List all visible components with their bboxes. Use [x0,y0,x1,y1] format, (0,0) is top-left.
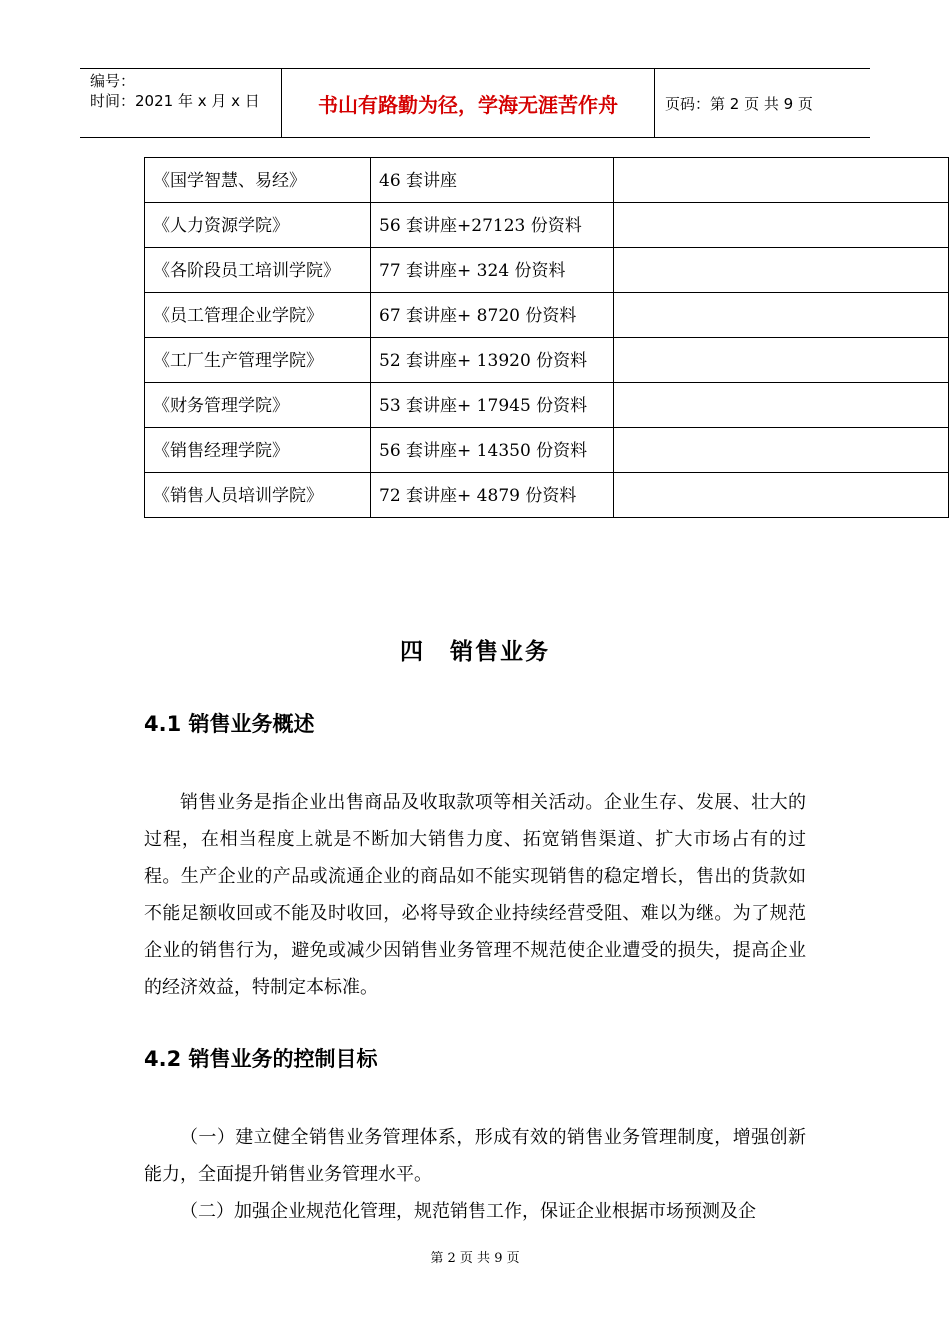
course-note [614,473,949,518]
header-page-info: 页码：第 2 页 共 9 页 [665,94,813,113]
objective-item-1: （一）建立健全销售业务管理体系，形成有效的销售业务管理制度，增强创新能力，全面提升销售业务管理水平。 [144,1127,806,1185]
table-row [145,203,949,248]
course-content: 77 套讲座+ 324 份资料 [371,248,614,293]
overview-paragraph: 销售业务是指企业出售商品及收取款项等相关活动。企业生存、发展、壮大的过程，在相当程度上就是不断加大销售力度、拓宽销售渠道、扩大市场占有的过程。生产企业的产品或流通企业的商品如不能实现销售的稳定增长，售出的货款如不能足额收回或不能及时收回，必将导致企业持续经营受阻、难以为继。为了规范企业的销售行为，避免或减少因销售业务管理不规范使企业遭受的损失，提高企业的经济效益，特制定本标准。 [144,792,806,998]
course-name: 《国学智慧、易经》 [145,158,371,203]
table-row [145,338,949,383]
objective-item-2: （二）加强企业规范化管理，规范销售工作，保证企业根据市场预测及企 [180,1201,756,1222]
course-note [614,158,949,203]
doc-date: 时间：2021 年 x 月 x 日 [90,92,260,110]
table-row [145,428,949,473]
course-name: 《工厂生产管理学院》 [145,338,371,383]
table-row [145,248,949,293]
table-row [145,473,949,518]
course-content: 46 套讲座 [371,158,614,203]
doc-number-label: 编号： [90,72,136,90]
table-row [145,158,949,203]
course-note [614,248,949,293]
course-name: 《各阶段员工培训学院》 [145,248,371,293]
course-content: 72 套讲座+ 4879 份资料 [371,473,614,518]
course-content: 56 套讲座+ 14350 份资料 [371,428,614,473]
course-name: 《销售经理学院》 [145,428,371,473]
subsection-heading-4-1: 4.1 销售业务概述 [144,712,315,736]
subsection-heading-4-2: 4.2 销售业务的控制目标 [144,1047,378,1071]
course-note [614,293,949,338]
page-footer: 第 2 页 共 9 页 [430,1251,520,1266]
course-name: 《财务管理学院》 [145,383,371,428]
course-name: 《人力资源学院》 [145,203,371,248]
course-name: 《销售人员培训学院》 [145,473,371,518]
section-title: 四 销售业务 [400,639,550,665]
table-row [145,293,949,338]
header-meta [80,69,282,137]
resource-table [144,157,949,518]
page-header [80,68,870,138]
course-content: 52 套讲座+ 13920 份资料 [371,338,614,383]
course-content: 53 套讲座+ 17945 份资料 [371,383,614,428]
course-content: 56 套讲座+27123 份资料 [371,203,614,248]
course-note [614,338,949,383]
header-motto: 书山有路勤为径，学海无涯苦作舟 [282,69,655,137]
course-note [614,383,949,428]
table-row [145,383,949,428]
course-name: 《员工管理企业学院》 [145,293,371,338]
course-content: 67 套讲座+ 8720 份资料 [371,293,614,338]
course-note [614,428,949,473]
course-note [614,203,949,248]
